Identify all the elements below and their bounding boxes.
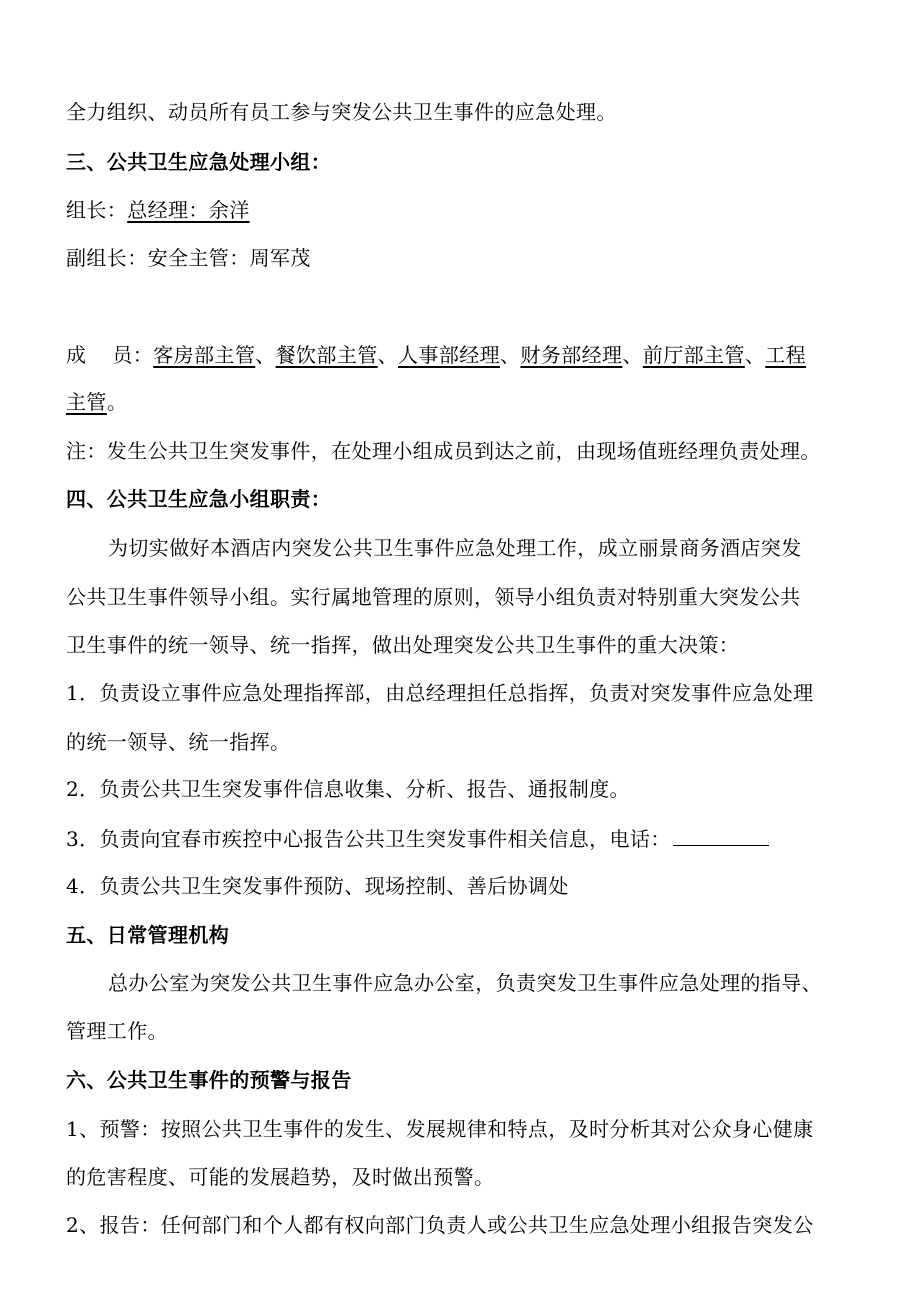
member-item: 人事部经理 bbox=[398, 343, 501, 367]
section-5-para-line: 管理工作。 bbox=[66, 1019, 168, 1043]
deputy-leader-line: 副组长：安全主管：周军茂 bbox=[66, 246, 311, 270]
section-6-item-2: 2、报告：任何部门和个人都有权向部门负责人或公共卫生应急处理小组报告突发公 bbox=[66, 1213, 814, 1237]
leader-line bbox=[66, 197, 250, 223]
section-4-item-3 bbox=[66, 826, 769, 852]
members-line bbox=[66, 342, 806, 368]
section-4-item-4: 4．负责公共卫生突发事件预防、现场控制、善后协调处 bbox=[66, 874, 569, 898]
member-item: 主管 bbox=[66, 390, 107, 414]
section-4-item-3-text: 3．负责向宜春市疾控中心报告公共卫生突发事件相关信息，电话： bbox=[66, 827, 671, 851]
section-4-para-line: 卫生事件的统一领导、统一指挥，做出处理突发公共卫生事件的重大决策： bbox=[66, 633, 740, 657]
members-label-b: 员： bbox=[112, 343, 154, 367]
note-line: 注：发生公共卫生突发事件，在处理小组成员到达之前，由现场值班经理负责处理。 bbox=[66, 439, 821, 463]
member-item: 客房部主管 bbox=[153, 343, 256, 367]
section-6-item-1-line: 的危害程度、可能的发展趋势，及时做出预警。 bbox=[66, 1165, 495, 1189]
phone-blank bbox=[673, 827, 769, 846]
leader-value: 总经理：余洋 bbox=[127, 198, 250, 222]
section-4-heading: 四、公共卫生应急小组职责： bbox=[66, 487, 332, 511]
separator: 、 bbox=[744, 343, 766, 367]
member-item: 前厅部主管 bbox=[642, 343, 745, 367]
section-4-item-2: 2．负责公共卫生突发事件信息收集、分析、报告、通报制度。 bbox=[66, 777, 630, 801]
member-item: 餐饮部主管 bbox=[275, 343, 378, 367]
section-5-para-line: 总办公室为突发公共卫生事件应急办公室，负责突发卫生事件应急处理的指导、 bbox=[108, 971, 822, 995]
members-end: 。 bbox=[106, 390, 128, 414]
section-3-heading: 三、公共卫生应急处理小组： bbox=[66, 150, 332, 174]
section-4-item-1-line: 1．负责设立事件应急处理指挥部，由总经理担任总指挥，负责对突发事件应急处理 bbox=[66, 681, 814, 705]
section-4-para-line: 为切实做好本酒店内突发公共卫生事件应急处理工作，成立丽景商务酒店突发 bbox=[108, 536, 802, 560]
separator: 、 bbox=[500, 343, 521, 367]
separator: 、 bbox=[377, 343, 399, 367]
section-4-item-1-line: 的统一领导、统一指挥。 bbox=[66, 730, 291, 754]
section-4-para-line: 公共卫生事件领导小组。实行属地管理的原则，领导小组负责对特别重大突发公共 bbox=[66, 585, 801, 609]
member-item: 工程 bbox=[765, 343, 807, 367]
members-line-cont bbox=[66, 389, 127, 415]
section-6-item-1-line: 1、预警：按照公共卫生事件的发生、发展规律和特点，及时分析其对公众身心健康 bbox=[66, 1117, 814, 1141]
intro-paragraph: 全力组织、动员所有员工参与突发公共卫生事件的应急处理。 bbox=[66, 100, 617, 124]
leader-label: 组长： bbox=[66, 198, 128, 222]
separator: 、 bbox=[622, 343, 643, 367]
section-6-heading: 六、公共卫生事件的预警与报告 bbox=[66, 1068, 352, 1092]
members-label-a: 成 bbox=[66, 343, 87, 367]
section-5-heading: 五、日常管理机构 bbox=[66, 923, 230, 947]
member-item: 财务部经理 bbox=[520, 343, 623, 367]
separator: 、 bbox=[255, 343, 276, 367]
